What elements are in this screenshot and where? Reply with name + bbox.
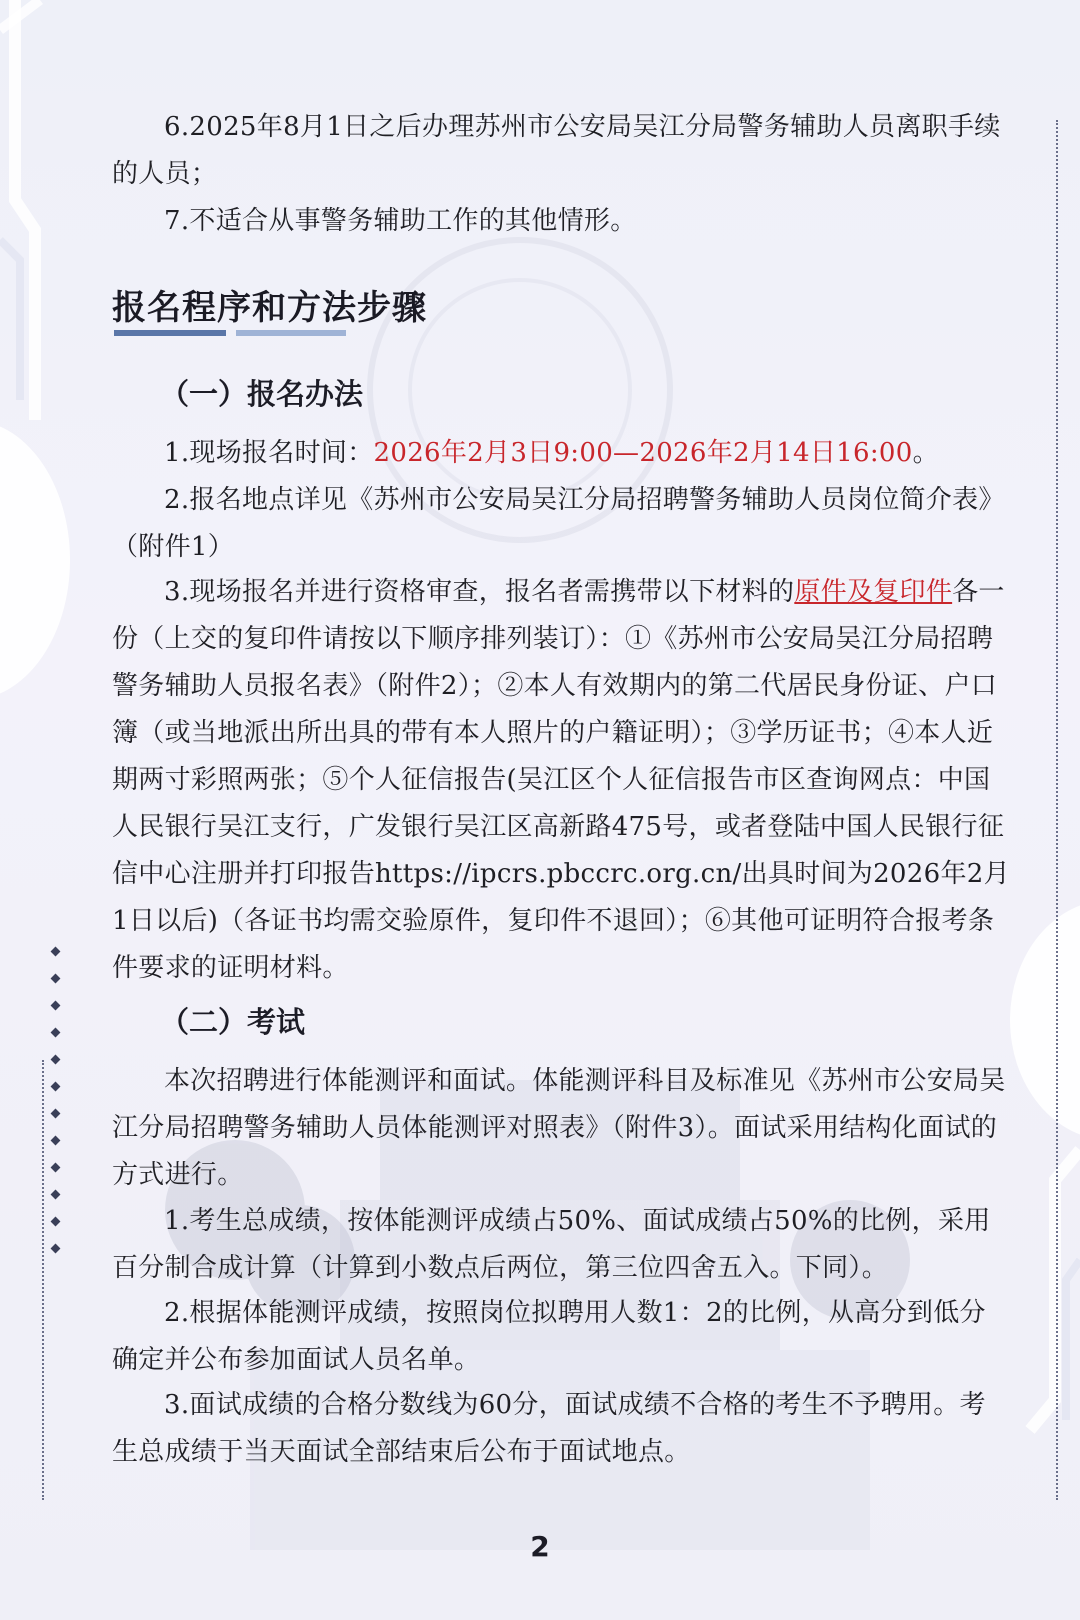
part1-item-1-suffix: 。 [912, 438, 939, 468]
registration-time: 2026年2月3日9:00—2026年2月14日16:00 [373, 438, 913, 468]
originals-and-copies-highlight: 原件及复印件 [794, 577, 953, 607]
section-title-underline-light [236, 330, 346, 336]
part1-title: （一）报名办法 [160, 377, 364, 411]
part1-item-2: 2.报名地点详见《苏州市公安局吴江分局招聘警务辅助人员岗位简介表》（附件1） [112, 485, 1005, 562]
part2-title: （二）考试 [160, 1005, 306, 1039]
part1-item-3-rest: 各一份（上交的复印件请按以下顺序排列装订）：①《苏州市公安局吴江分局招聘警务辅助人员报名表》（附件2）；②本人有效期内的第二代居民身份证、户口簿（或当地派出所出具的带有本人照片的户籍证明）；③学历证书；④本人近期两寸彩照两张；⑤个人征信报告(吴江区个人征信报告市区查询网点：中国人民银行吴江支行，广发银行吴江区高新路475号，或者登陆中国人民银行征信中心注册并打印报告https://ipcrs.pbccrc.org.cn/出具时间为2026年2月1日以后)（各证书均需交验原件，复印件不退回）；⑥其他可证明符合报考条件要求的证明材料。 [112, 577, 1010, 983]
part1-item-3 [112, 569, 1010, 992]
part2-item-1: 1.考生总成绩，按体能测评成绩占50%、面试成绩占50%的比例，采用百分制合成计算（计算到小数点后两位，第三位四舍五入。下同）。 [112, 1206, 991, 1283]
part1-item-3-prefix: 3.现场报名并进行资格审查，报名者需携带以下材料的 [164, 577, 795, 607]
part2-item-2: 2.根据体能测评成绩，按照岗位拟聘用人数1：2的比例，从高分到低分确定并公布参加面试人员名单。 [112, 1298, 986, 1375]
part1-item-1 [112, 430, 1010, 477]
intro-item-6: 6.2025年8月1日之后办理苏州市公安局吴江分局警务辅助人员离职手续的人员； [112, 112, 1001, 189]
part2-item-3: 3.面试成绩的合格分数线为60分，面试成绩不合格的考生不予聘用。考生总成绩于当天面试全部结束后公布于面试地点。 [112, 1390, 986, 1467]
intro-item-7: 7.不适合从事警务辅助工作的其他情形。 [164, 206, 637, 236]
part1-item-1-prefix: 1.现场报名时间： [164, 438, 374, 468]
section-title: 报名程序和方法步骤 [112, 288, 427, 328]
page-number: 2 [530, 1530, 550, 1563]
section-title-underline-dark [114, 330, 226, 336]
part2-intro: 本次招聘进行体能测评和面试。体能测评科目及标准见《苏州市公安局吴江分局招聘警务辅助人员体能测评对照表》（附件3）。面试采用结构化面试的方式进行。 [112, 1066, 1006, 1190]
